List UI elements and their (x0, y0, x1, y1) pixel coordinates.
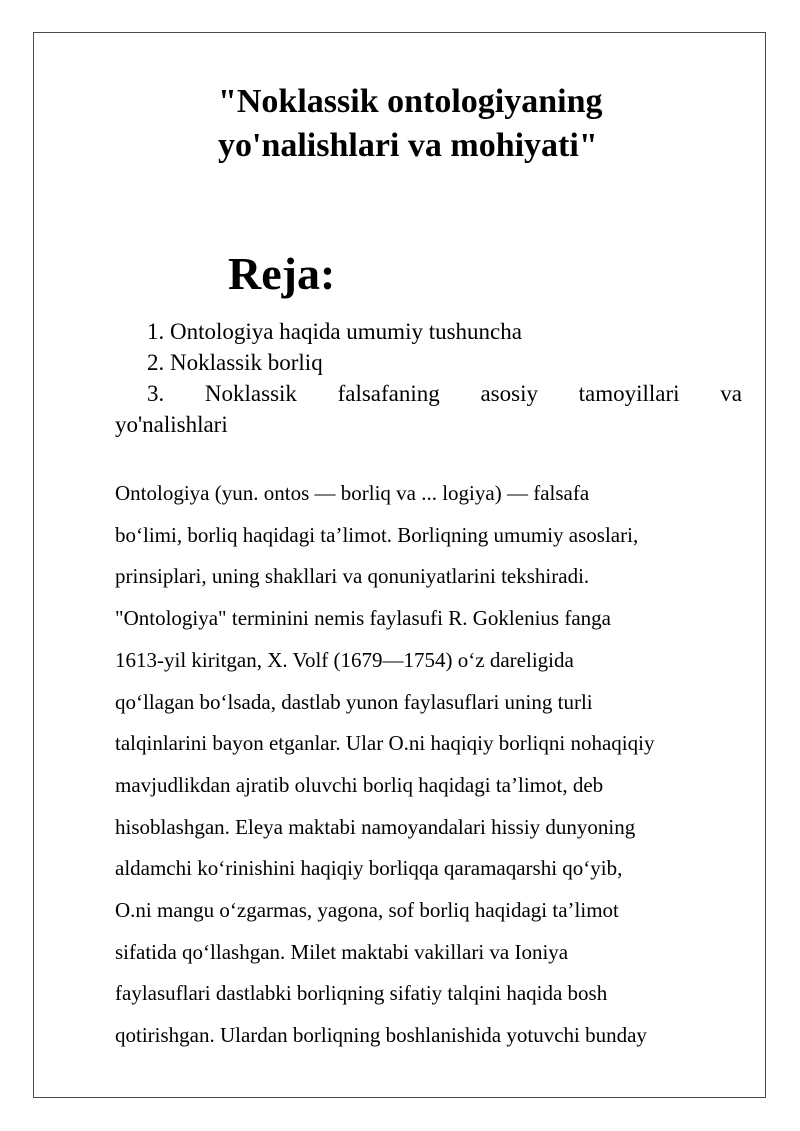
plan-heading: Reja: (228, 248, 336, 299)
plan-item-3-word: falsafaning (337, 381, 440, 406)
body-line: faylasuflari dastlabki borliqning sifatiy talqini haqida bosh (115, 981, 608, 1006)
plan-list (115, 316, 742, 440)
body-line: sifatida qo‘llashgan. Milet maktabi vakillari va Ioniya (115, 939, 569, 964)
plan-item-3-first-line (147, 378, 742, 409)
body-line: qotirishgan. Ulardan borliqning boshlanishida yotuvchi bunday (115, 1023, 647, 1048)
body-line: 1613-yil kiritgan, X. Volf (1679—1754) o‘z dareligida (115, 647, 574, 672)
plan-item-2: 2. Noklassik borliq (147, 350, 323, 375)
body-line: prinsiplari, uning shakllari va qonuniyatlarini tekshiradi. (115, 564, 590, 589)
document-title-line-2: yo'nalishlari va mohiyati" (218, 127, 598, 164)
body-line: mavjudlikdan ajratib oluvchi borliq haqidagi ta’limot, deb (115, 772, 604, 797)
body-line: Ontologiya (yun. ontos — borliq va ... logiya) — falsafa (115, 481, 590, 505)
document-title-line-1: "Noklassik ontologiyaning (218, 83, 603, 120)
plan-item-3-word: Noklassik (204, 381, 297, 406)
document-title (218, 80, 603, 168)
body-line: talqinlarini bayon etganlar. Ular O.ni haqiqiy borliqni nohaqiqiy (115, 731, 655, 756)
plan-item-1: 1. Ontologiya haqida umumiy tushuncha (147, 319, 522, 344)
body-line: bo‘limi, borliq haqidagi ta’limot. Borliqning umumiy asoslari, (115, 522, 639, 547)
body-line: aldamchi ko‘rinishini haqiqiy borliqqa qaramaqarshi qo‘yib, (115, 856, 623, 881)
plan-item-3-word: asosiy (480, 381, 538, 406)
body-line: qo‘llagan bo‘lsada, dastlab yunon faylasuflari uning turli (115, 689, 593, 714)
plan-item-3-number: 3. (147, 381, 165, 406)
plan-item-3 (115, 378, 742, 440)
plan-item-3-word: tamoyillari (578, 381, 680, 406)
plan-item-3-word: va (720, 381, 742, 406)
body-line: hisoblashgan. Eleya maktabi namoyandalari hissiy dunyoning (115, 814, 636, 839)
body-line: O.ni mangu o‘zgarmas, yagona, sof borliq haqidagi ta’limot (115, 898, 619, 923)
body-paragraph (115, 473, 745, 1057)
body-line: "Ontologiya" terminini nemis faylasufi R. Goklenius fanga (115, 606, 611, 631)
plan-item-3-continuation: yo'nalishlari (115, 412, 228, 437)
